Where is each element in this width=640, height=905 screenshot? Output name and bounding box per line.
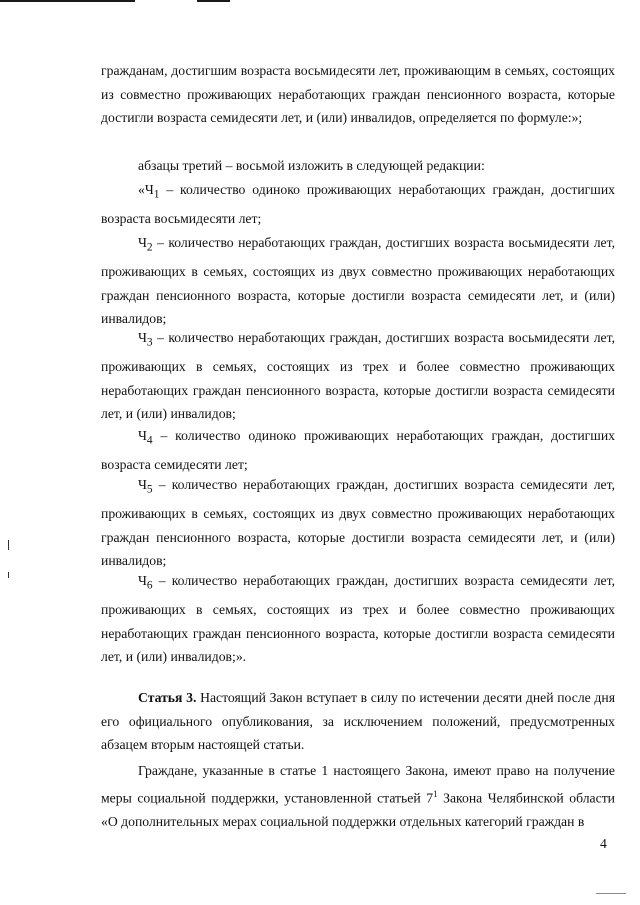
variable-label: Ч: [138, 428, 147, 443]
scan-mark: [8, 572, 9, 578]
paragraph-text: – количество неработающих граждан, достигших возраста восьмидесяти лет, проживающих в семьях, состоящих из трех и более совместно проживающих неработающих граждан пенсионного возраста, которые достигли возраста семидесяти лет, и (или) инвалидов;: [101, 330, 615, 422]
paragraph-text: – количество неработающих граждан, достигших возраста семидесяти лет, проживающих в семьях, состоящих из трех и более совместно проживающих неработающих граждан пенсионного возраста, которые достигли возраста семидесяти лет, и (или) инвалидов;».: [101, 573, 615, 665]
paragraph-ch1: [101, 178, 615, 231]
paragraph-ch5: [101, 473, 615, 573]
paragraph-ch2: [101, 231, 615, 331]
paragraph-ch3: [101, 326, 615, 426]
superscript: 1: [433, 788, 438, 799]
paragraph-ch4: [101, 424, 615, 477]
paragraph-text: Граждане, указанные в статье 1 настоящего Закона, имеют право на получение меры социальной поддержки, установленной статьей 7: [101, 763, 615, 806]
paragraph-ch6: [101, 569, 615, 669]
variable-subscript: 5: [146, 483, 153, 496]
variable-subscript: 6: [146, 579, 153, 592]
variable-label: Ч: [138, 235, 147, 250]
variable-subscript: 2: [146, 241, 153, 254]
variable-subscript: 3: [146, 336, 153, 349]
scan-mark: [8, 540, 9, 550]
paragraph-text: Закона Челябинской области «О дополнительных мерах социальной поддержки отдельных категорий граждан в: [101, 790, 616, 829]
paragraph: абзацы третий – восьмой изложить в следующей редакции:: [138, 158, 485, 173]
variable-subscript: 4: [146, 434, 153, 447]
variable-label: «Ч: [138, 182, 154, 197]
variable-label: Ч: [138, 330, 147, 345]
paragraph-text: – количество одиноко проживающих неработающих граждан, достигших возраста семидесяти лет;: [101, 428, 615, 473]
paragraph-text: – количество неработающих граждан, достигших возраста восьмидесяти лет, проживающих в семьях, состоящих из двух совместно проживающих неработающих граждан пенсионного возраста, которые достигли возраста семидесяти лет, и (или) инвалидов;: [101, 235, 615, 327]
paragraph-text: – количество одиноко проживающих неработающих граждан, достигших возраста восьмидесяти лет;: [101, 182, 615, 227]
article-text: Настоящий Закон вступает в силу по истечении десяти дней после дня его официального опубликования, за исключением положений, предусмотренных абзацем вторым настоящей статьи.: [101, 690, 615, 752]
variable-label: Ч: [138, 573, 147, 588]
paragraph: [101, 759, 615, 833]
variable-label: Ч: [138, 477, 147, 492]
page-number: 4: [600, 836, 607, 851]
paragraph-text: – количество неработающих граждан, достигших возраста семидесяти лет, проживающих в семьях, состоящих из двух совместно проживающих неработающих граждан пенсионного возраста, которые достигли возраста семидесяти лет, и (или) инвалидов;: [101, 477, 615, 569]
article-heading: Статья 3.: [138, 690, 197, 705]
scan-artifact-line: [0, 0, 135, 2]
article-3-paragraph: [101, 686, 615, 757]
variable-subscript: 1: [153, 188, 160, 201]
scan-artifact-line: [596, 893, 626, 894]
paragraph: гражданам, достигшим возраста восьмидесяти лет, проживающим в семьях, состоящих из совместно проживающих неработающих граждан пенсионного возраста, которые достигли возраста семидесяти лет, и (или) инвалидов, определяется по формуле:»;: [101, 63, 615, 125]
scan-artifact-line: [197, 0, 230, 2]
